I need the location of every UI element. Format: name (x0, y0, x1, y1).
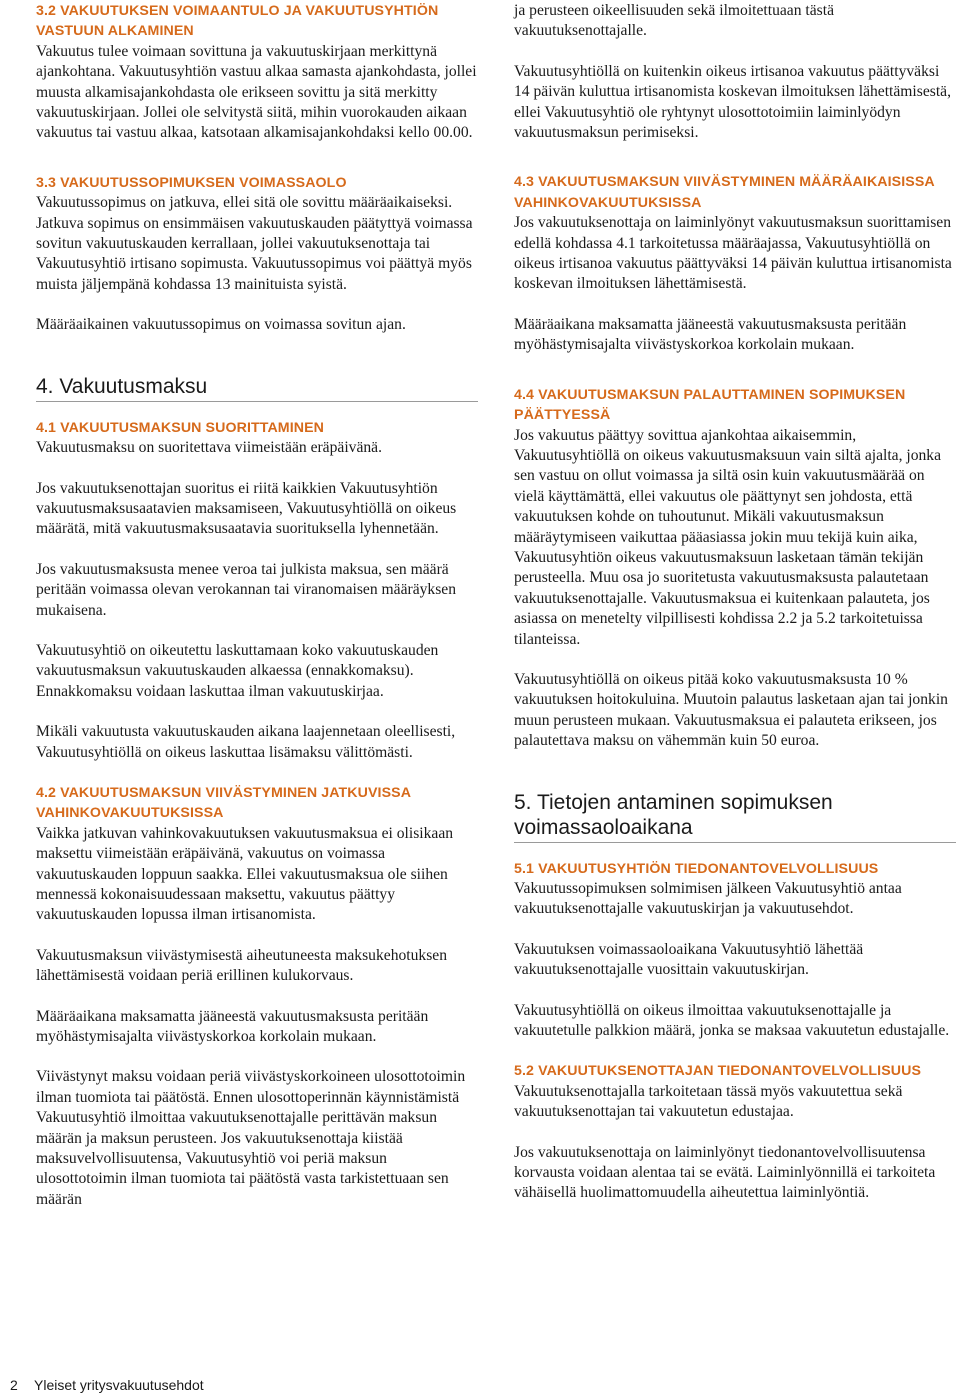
section-number: 3.2 (36, 3, 57, 19)
chapter-title: 4. Vakuutusmaksu (36, 374, 208, 398)
paragraph: Jos vakuutuksenottajan suoritus ei riitä kaikkien Vakuutusyhtiön vakuutusmaksusaatavien maksamiseen, Vakuutusyhtiöllä on oikeus määrätä, mitä vakuutusmaksusaatavia suorituksella lyhennetään. (36, 479, 457, 538)
section-heading (36, 1, 478, 42)
section-title: VAKUUTUKSEN VOIMAANTULO JA VAKUUTUSYHTIÖN VASTUUN ALKAMINEN (36, 3, 439, 40)
right-column (514, 1, 956, 1204)
section-4-1 (36, 418, 478, 763)
section-number: 4.3 (514, 174, 535, 191)
page-number: 2 (10, 1377, 18, 1393)
section-number: 4.1 (36, 419, 57, 436)
section-4-3 (514, 172, 956, 355)
section-3-3 (36, 173, 478, 336)
paragraph: Viivästynyt maksu voidaan periä viivästyskorkoineen ulosottotoimin ilman tuomiota tai päätöstä. Ennen ulosottoperinnän käynnistämistä Vakuutusyhtiö ilmoittaa vakuutuksenottajalle perittävän maksun määrän ja maksun perusteen. Jos vakuutuksenottaja kiistää maksuvelvollisuutensa, Vakuutusyhtiö voi periä maksun ulosottotoimin ilman tuomiota tai päätöstä vasta tarkistettuaan sen määrän (36, 1068, 466, 1208)
paragraph: Jos vakuutusmaksusta menee veroa tai julkista maksua, sen määrä peritään voimassa olevan verokannan tai viranomaisen määräyksen mukaisena. (36, 560, 457, 619)
paragraph: Vakuutuksen voimassaoloaikana Vakuutusyhtiö lähettää vakuutuksenottajalle vuosittain vakuutuskirjan. (514, 940, 864, 979)
section-heading (514, 172, 956, 213)
paragraph: Vaikka jatkuvan vahinkovakuutuksen vakuutusmaksua ei olisikaan maksettu viimeistään eräpäivänä, vakuutus on voimassa vakuutuskauden loppuun saakka. Ellei vakuutusmaksua ole siihen mennessä kokonaisuudessaan maksettu, vakuutus päättyy vakuutuskauden lopussa ilman irtisanomista. (36, 824, 454, 924)
section-heading (514, 385, 956, 426)
chapter-5-heading (514, 790, 956, 843)
chapter-title-line: voimassaoloaikana (514, 815, 693, 839)
section-5-1 (514, 859, 956, 1042)
section-5-2 (514, 1061, 956, 1203)
section-heading (36, 173, 478, 193)
section-4-2 (36, 783, 478, 1210)
paragraph: Vakuutussopimuksen solmimisen jälkeen Vakuutusyhtiö antaa vakuutuksenottajalle vakuutuskirjan ja vakuutusehdot. (514, 880, 902, 918)
paragraph: Jos vakuutuksenottaja on laiminlyönyt tiedonantovelvollisuutensa korvausta voidaan alentaa tai se evätä. Laiminlyönnillä ei tarkoiteta vähäisellä huolimattomuudella aiheutettua laiminlyöntiä. (514, 1143, 936, 1202)
paragraph: Jos vakuutus päättyy sovittua ajankohtaa aikaisemmin, Vakuutusyhtiöllä on oikeus vakuutusmaksuun vain siltä ajalta, jonka sen vastuu on ollut voimassa ja siltä osin kuin vakuutusmäärää on vielä käyttämättä, ellei vakuutus ole päättynyt sen johdosta, että vakuutuksen kohde on tuhoutunut. Mikäli vakuutusmaksun määräytymiseen vaikuttaa pääasiassa jokin muu tekijä kuin aika, Vakuutusyhtiön oikeus vakuutusmaksuun lasketaan tämän tekijän perusteella. Muu osa jo suoritetusta vakuutusmaksusta palautetaan vakuutuksenottajalle. Vakuutusmaksua ei kuitenkaan palauteta, jos asiassa on menetelty vilpillisesti kohdissa 2.2 ja 5.2 tarkoitetuissa tilanteissa. (514, 426, 942, 648)
left-column (36, 1, 478, 1210)
paragraph: Vakuutusyhtiö on oikeutettu laskuttamaan koko vakuutuskauden vakuutusmaksun vakuutuskauden alkaessa (ennakkomaksu). Ennakkomaksu voidaan laskuttaa ilman vakuutuskirjaa. (36, 641, 439, 700)
section-heading (36, 783, 478, 824)
section-heading (514, 1061, 956, 1081)
section-title: VAKUUTUKSENOTTAJAN TIEDONANTOVELVOLLISUUS (538, 1063, 922, 1080)
page-footer (10, 1377, 204, 1393)
paragraph: Määräaikana maksamatta jääneestä vakuutusmaksusta peritään myöhästymisajalta viivästyskorkoa korkolain mukaan. (36, 1007, 429, 1046)
paragraph: Vakuutus tulee voimaan sovittuna ja vakuutuskirjaan merkittynä ajankohtana. Vakuutusyhtiön vastuu alkaa samasta ajankohdasta, jollei muusta alkamisajankohdasta ole erikseen sovittu ja sitä merkitty vakuutuskirjaan. Jollei ole selvitystä siitä, mihin vuorokauden aikaan vakuutus tai vastuu alkaa, katsotaan alkamisajankohdaksi kello 00.00. (36, 42, 477, 142)
section-heading (514, 859, 956, 879)
document-title: Yleiset yritysvakuutusehdot (34, 1377, 204, 1393)
section-number: 4.2 (36, 784, 57, 801)
paragraph: Vakuutusmaksun viivästymisestä aiheutuneesta maksukehotuksen lähettämisestä voidaan periä erillinen kulukorvaus. (36, 946, 447, 985)
chapter-4-heading (36, 374, 478, 402)
section-title: VAKUUTUSMAKSUN VIIVÄSTYMINEN JATKUVISSA VAHINKOVAKUUTUKSISSA (36, 784, 411, 822)
section-number: 3.3 (36, 174, 57, 191)
paragraph: ja perusteen oikeellisuuden sekä ilmoitettuaan tästä vakuutuksenottajalle. (514, 2, 834, 40)
section-4-2-continued (514, 1, 956, 143)
paragraph: Vakuutusmaksu on suoritettava viimeistään eräpäivänä. (36, 439, 382, 457)
paragraph: Vakuutussopimus on jatkuva, ellei sitä ole sovittu määräaikaiseksi. Jatkuva sopimus on ensimmäisen vakuutuskauden päätyttyä voimassa sovitun vakuutuskauden kerrallaan, jollei vakuutuksenottaja tai Vakuutusyhtiö irtisano sopimusta. Vakuutussopimus voi päättyä myös muista jäljempänä kohdassa 13 mainituista syistä. (36, 194, 473, 293)
section-title: VAKUUTUSSOPIMUKSEN VOIMASSAOLO (60, 174, 347, 191)
section-title: VAKUUTUSMAKSUN SUORITTAMINEN (60, 419, 325, 436)
paragraph: Mikäli vakuutusta vakuutuskauden aikana laajennetaan oleellisesti, Vakuutusyhtiöllä on oikeus laskuttaa lisämaksu välittömästi. (36, 723, 456, 761)
section-number: 5.2 (514, 1063, 535, 1080)
paragraph: Määräaikainen vakuutussopimus on voimassa sovitun ajan. (36, 316, 406, 334)
paragraph: Vakuutuksenottajalla tarkoitetaan tässä myös vakuutettua sekä vakuutuksenottajan tai vakuutetun edustajaa. (514, 1082, 903, 1121)
paragraph: Vakuutusyhtiöllä on kuitenkin oikeus irtisanoa vakuutus päättyväksi 14 päivän kuluttua irtisanomista koskevan ilmoituksen lähettämisestä, ellei Vakuutusyhtiö ole ryhtynyt ulosottotoimiin laiminlyödyn vakuutusmaksun perimiseksi. (514, 62, 951, 142)
section-number: 5.1 (514, 860, 535, 877)
section-title: VAKUUTUSMAKSUN VIIVÄSTYMINEN MÄÄRÄAIKAISISSA VAHINKOVAKUUTUKSISSA (514, 174, 935, 211)
section-number: 4.4 (514, 386, 535, 403)
section-title: VAKUUTUSMAKSUN PALAUTTAMINEN SOPIMUKSEN PÄÄTTYESSÄ (514, 386, 906, 424)
paragraph: Vakuutusyhtiöllä on oikeus ilmoittaa vakuutuksenottajalle ja vakuutetulle palkkion määrä, jonka se maksaa vakuutetun edustajalle. (514, 1001, 950, 1040)
section-title: VAKUUTUSYHTIÖN TIEDONANTOVELVOLLISUUS (538, 860, 879, 877)
section-4-4 (514, 385, 956, 752)
paragraph: Määräaikana maksamatta jääneestä vakuutusmaksusta peritään myöhästymisajalta viivästyskorkoa korkolain mukaan. (514, 315, 907, 354)
chapter-title (514, 790, 956, 840)
section-3-2 (36, 1, 478, 144)
paragraph: Vakuutusyhtiöllä on oikeus pitää koko vakuutusmaksusta 10 % vakuutuksen hoitokuluina. Muutoin palautus lasketaan ajan tai jonkin muun perusteen mukaan. Vakuutusmaksua ei palauteta erikseen, jos palautettava maksu on vähemmän kuin 50 euroa. (514, 670, 948, 750)
paragraph: Jos vakuutuksenottaja on laiminlyönyt vakuutusmaksun suorittamisen edellä kohdassa 4.1 tarkoitetussa määräajassa, Vakuutusyhtiöllä on oikeus irtisanoa vakuutus päättyväksi 14 päivän kuluttua irtisanomista koskevan ilmoituksen lähettämisestä. (514, 214, 952, 293)
section-heading (36, 418, 478, 438)
chapter-title-line: 5. Tietojen antaminen sopimuksen (514, 790, 833, 814)
